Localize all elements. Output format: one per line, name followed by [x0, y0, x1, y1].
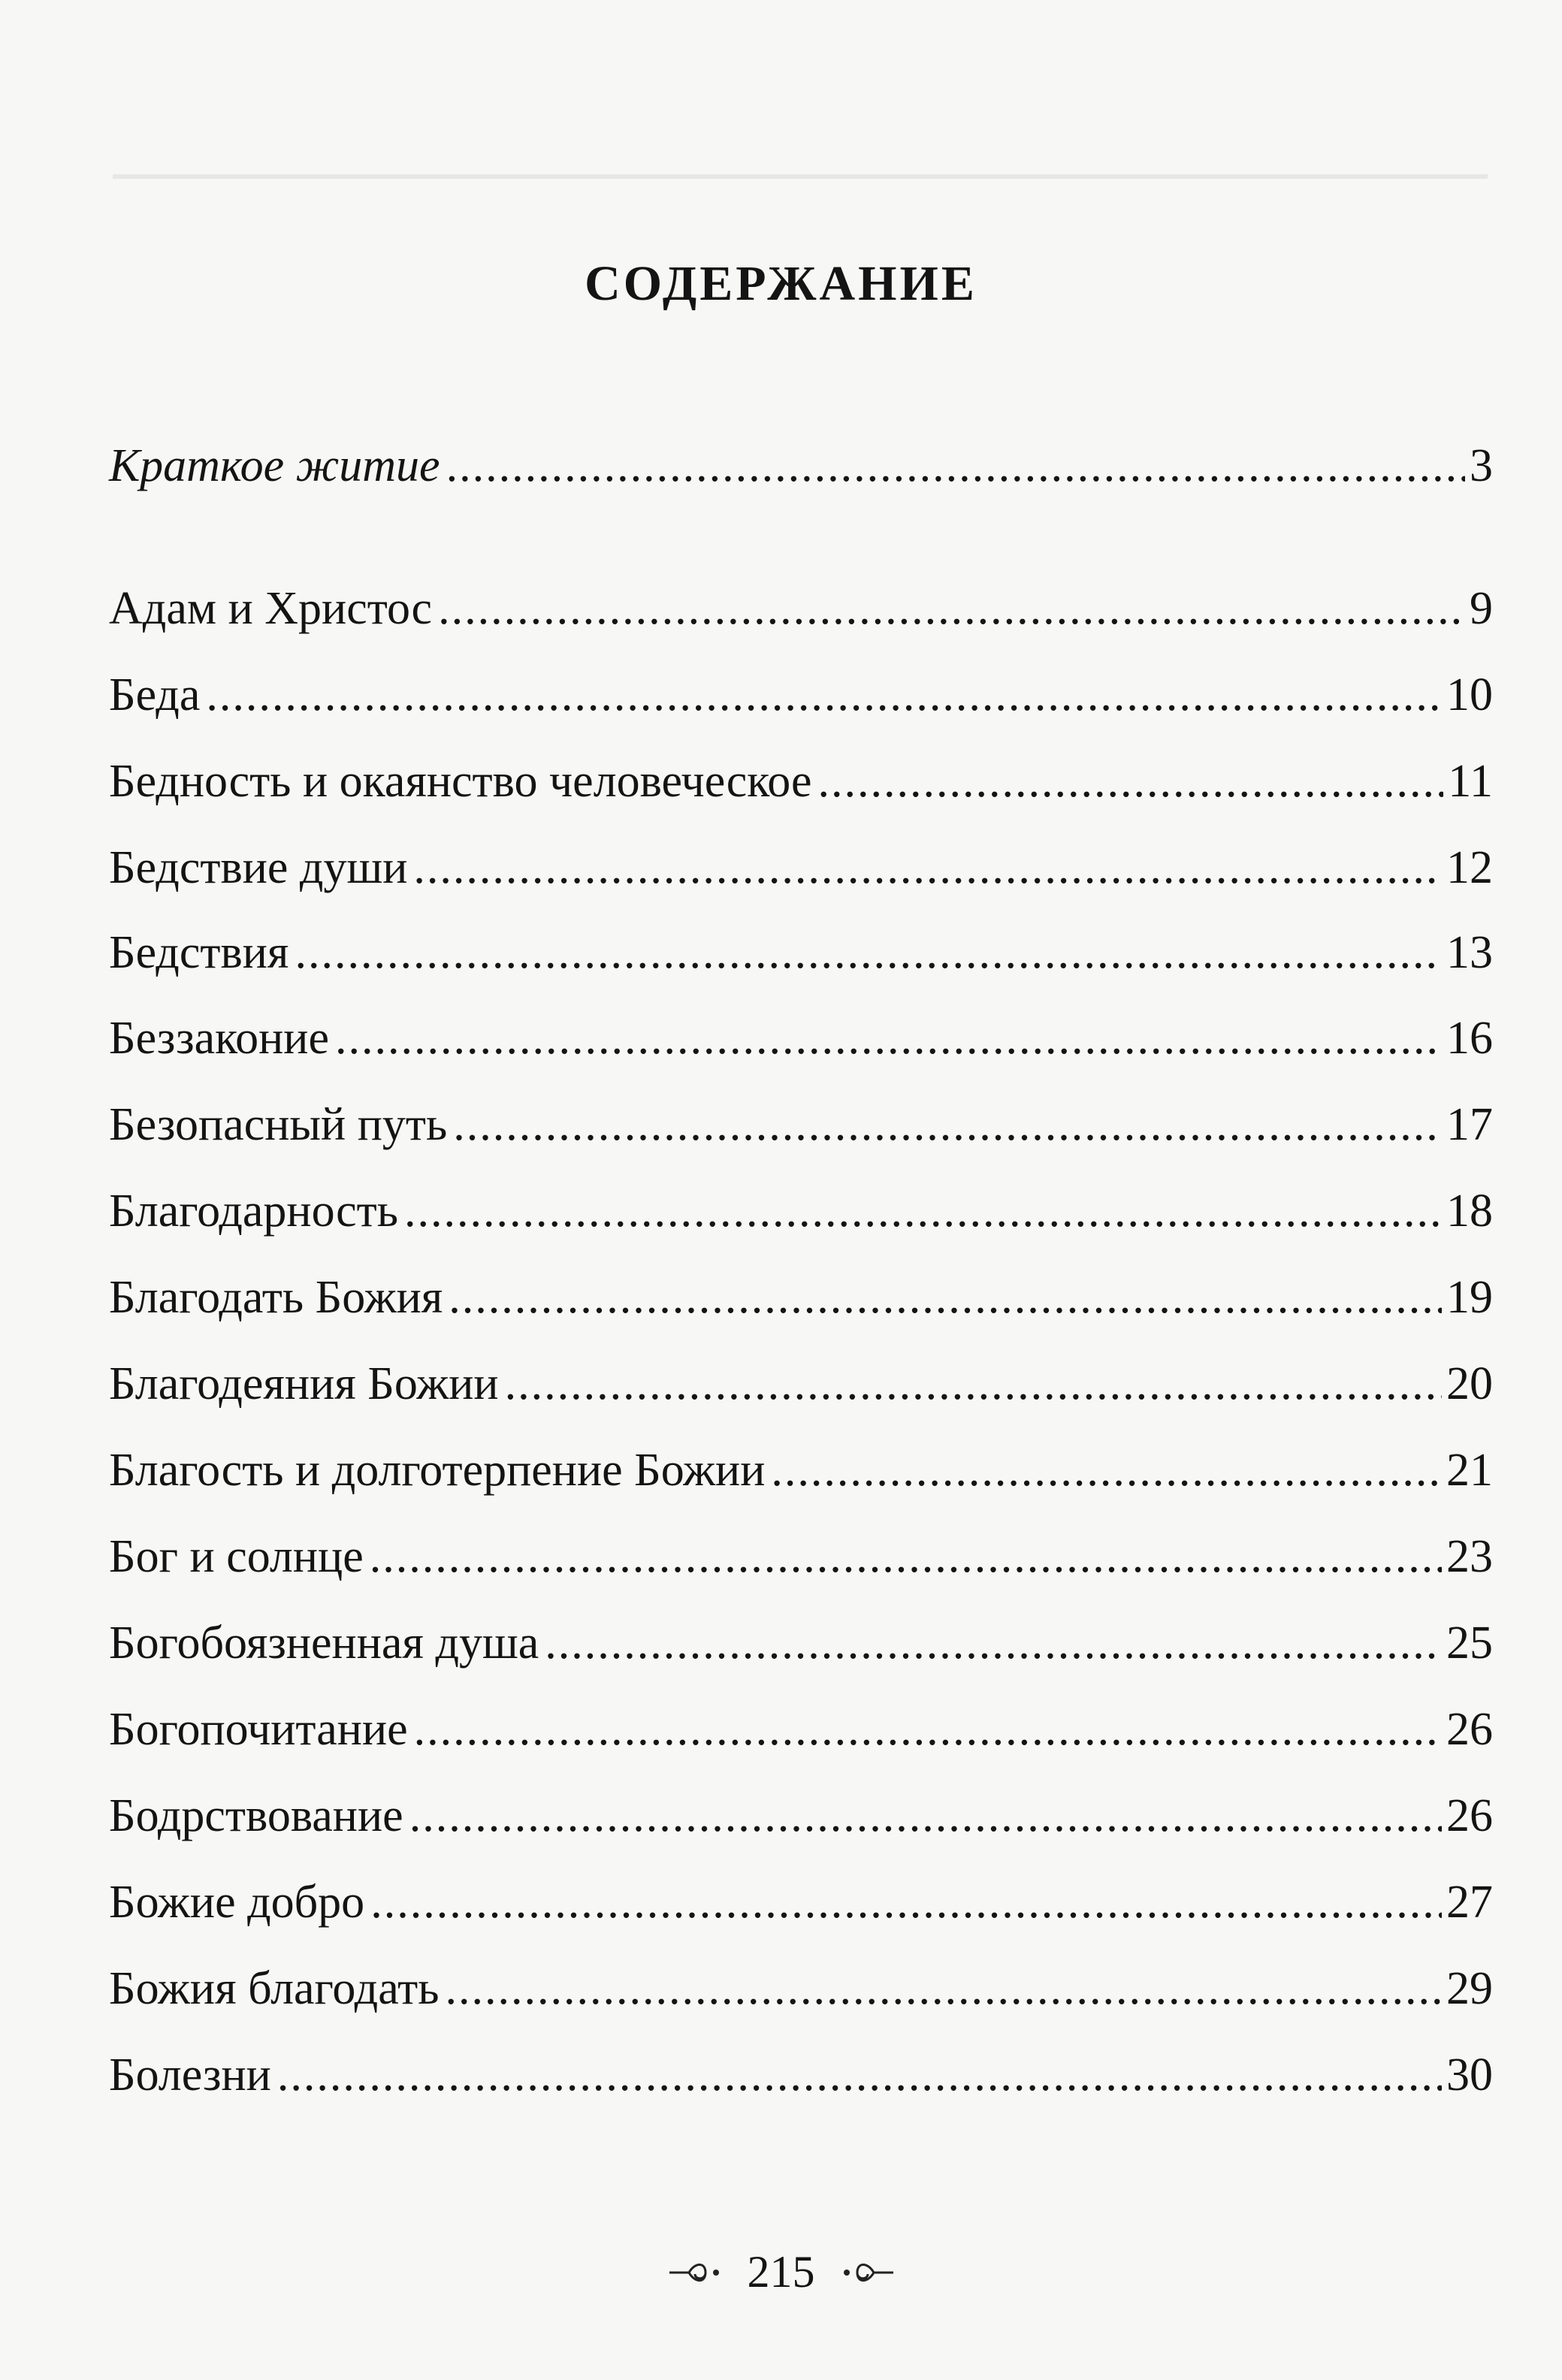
toc-entry	[109, 1699, 1493, 1759]
toc-entry-title: Богопочитание	[109, 1704, 408, 1755]
toc-entry-title: Бог и солнце	[109, 1531, 364, 1582]
dot-leader	[277, 2045, 1442, 2105]
toc-entry-title: Бодрствование	[109, 1790, 403, 1841]
toc-entry	[109, 1095, 1493, 1155]
dot-leader	[414, 1699, 1442, 1759]
toc-entry-page: 21	[1446, 1445, 1493, 1496]
toc-entry-page: 11	[1448, 756, 1493, 807]
dot-leader	[446, 436, 1465, 496]
toc-entry	[109, 1354, 1493, 1414]
toc-entry-title: Краткое житие	[109, 440, 440, 491]
toc-entry-page: 30	[1446, 2049, 1493, 2101]
dot-leader	[449, 1267, 1442, 1327]
dot-leader	[370, 1527, 1442, 1587]
dot-leader	[771, 1440, 1442, 1500]
toc-entry	[109, 1872, 1493, 1932]
toc-entry-page: 10	[1446, 669, 1493, 720]
toc-entry	[109, 1008, 1493, 1068]
toc-entry	[109, 751, 1493, 811]
toc-entry-title: Божия благодать	[109, 1963, 440, 2014]
toc-entry-title: Безопасный путь	[109, 1099, 448, 1150]
toc-entry	[109, 578, 1493, 639]
page-title: СОДЕРЖАНИЕ	[585, 256, 977, 311]
toc-entry-page: 20	[1446, 1358, 1493, 1409]
dot-leader	[335, 1008, 1442, 1068]
toc-entry-title: Болезни	[109, 2049, 271, 2101]
toc-entry-title: Бедствия	[109, 927, 289, 978]
toc-entry-title: Бедность и окаянство человеческое	[109, 756, 812, 807]
toc-entry-page: 19	[1446, 1272, 1493, 1323]
toc-entry-page: 25	[1446, 1617, 1493, 1669]
dot-leader	[818, 751, 1444, 811]
toc-entry-title: Беззаконие	[109, 1013, 329, 1064]
dot-leader	[453, 1095, 1442, 1155]
toc-entry-title: Беда	[109, 669, 201, 720]
dot-leader	[295, 923, 1442, 983]
toc-entry	[109, 1613, 1493, 1673]
toc-entry-page: 3	[1470, 440, 1493, 491]
vine-ornament-icon	[666, 2258, 734, 2288]
dot-leader	[505, 1354, 1442, 1414]
toc-entry	[109, 1267, 1493, 1327]
toc-entry-page: 26	[1446, 1790, 1493, 1841]
toc-entry-title: Благодать Божия	[109, 1272, 443, 1323]
toc-entry-page: 26	[1446, 1704, 1493, 1755]
dot-leader	[409, 1786, 1442, 1846]
toc-entry	[109, 1440, 1493, 1500]
toc-entry	[109, 838, 1493, 898]
toc-entry-page: 29	[1446, 1963, 1493, 2014]
toc-entry	[109, 1959, 1493, 2019]
toc-entry-title: Благость и долготерпение Божии	[109, 1445, 766, 1496]
toc-entry-page: 23	[1446, 1531, 1493, 1582]
toc-entry-title: Благодарность	[109, 1185, 399, 1237]
dot-leader	[404, 1181, 1442, 1241]
toc-entry-page: 12	[1446, 842, 1493, 893]
dot-leader	[370, 1872, 1442, 1932]
page-number: 215	[747, 2247, 815, 2297]
toc-entry-page: 13	[1446, 927, 1493, 978]
toc-entry-title: Божие добро	[109, 1877, 365, 1928]
toc-entry-page: 9	[1470, 583, 1493, 634]
dot-leader	[413, 838, 1442, 898]
toc-entry-page: 27	[1446, 1877, 1493, 1928]
toc-entry	[109, 665, 1493, 725]
dot-leader	[438, 578, 1465, 639]
dot-leader	[545, 1613, 1442, 1673]
page-footer	[0, 2246, 1562, 2298]
toc-entry	[109, 1181, 1493, 1241]
toc-entry	[109, 923, 1493, 983]
toc-entry	[109, 1786, 1493, 1846]
vine-ornament-icon	[829, 2258, 896, 2288]
toc-entry-title: Благодеяния Божии	[109, 1358, 499, 1409]
toc-entry-title: Адам и Христос	[109, 583, 433, 634]
toc-entry-page: 16	[1446, 1013, 1493, 1064]
toc-entry-page: 17	[1446, 1099, 1493, 1150]
toc-entry	[109, 436, 1493, 496]
dot-leader	[206, 665, 1442, 725]
toc-entry	[109, 1527, 1493, 1587]
toc-entry-page: 18	[1446, 1185, 1493, 1237]
toc-entry-title: Богобоязненная душа	[109, 1617, 539, 1669]
dot-leader	[445, 1959, 1442, 2019]
toc-entry-title: Бедствие души	[109, 842, 408, 893]
toc-entry	[109, 2045, 1493, 2105]
